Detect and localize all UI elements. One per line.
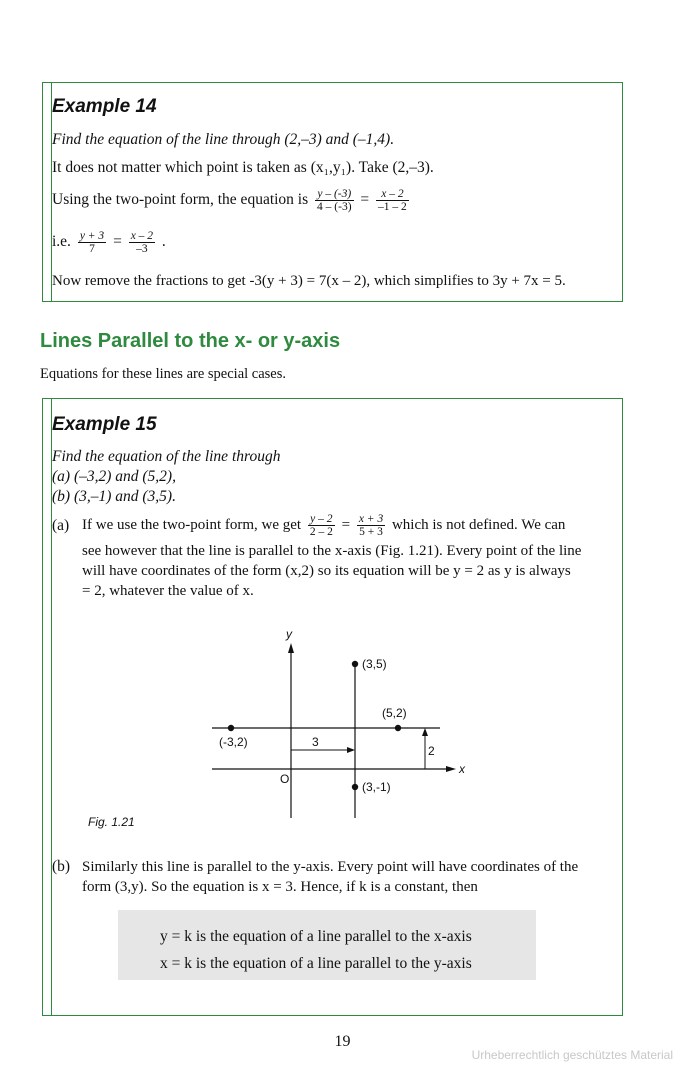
page-number: 19 [334, 1033, 351, 1050]
x-axis-arrow-icon [446, 766, 456, 772]
point-label: (3,5) [362, 657, 387, 671]
fraction: $\frac{x - 2}{-3}$ [130, 230, 154, 255]
x-axis-label: x [459, 762, 465, 776]
part-a-line3: will have coordinates of the form (x,2) so its equation will be y = 2 as y is always [82, 563, 571, 579]
watermark: Urheberrechtlich geschütztes Material [471, 1048, 673, 1062]
ie-suffix: . [161, 233, 166, 251]
section-heading: Lines Parallel to the x- or y-axis [40, 330, 341, 352]
example-14-title: Example 14 [52, 96, 157, 117]
point-3-minus1 [352, 784, 358, 790]
example-15-part-a: (a) (–3,2) and (5,2), [52, 468, 176, 485]
y-axis-arrow-icon [288, 643, 294, 653]
example-14-prompt: Find the equation of the line through (2,–3) and (–1,4). [52, 131, 395, 148]
part-a-marker: (a) [52, 517, 70, 534]
equals-sign: = [341, 516, 351, 533]
fraction: $\frac{y - 2}{2 - 2}$ [309, 513, 333, 538]
dimension-horizontal-label: 3 [312, 735, 319, 749]
point-label: (-3,2) [219, 735, 248, 749]
point-label: (5,2) [382, 706, 407, 720]
example-15-part-b: (b) (3,–1) and (3,5). [52, 488, 176, 505]
example-14-line1: It does not matter which point is taken as (x₁,y₁). Take (2,–3). [52, 159, 434, 176]
point-label: (3,-1) [362, 780, 391, 794]
section-intro: Equations for these lines are special cases. [40, 366, 287, 382]
example-15-title: Example 15 [52, 414, 157, 435]
equals-sign: = [113, 233, 122, 251]
point-3-5 [352, 661, 358, 667]
example-15-prompt: Find the equation of the line through [52, 448, 281, 465]
part-a-line2: see however that the line is parallel to the x-axis (Fig. 1.21). Every point of the line [82, 543, 582, 559]
y-axis-label: y [286, 627, 292, 641]
origin-label: O [280, 772, 290, 786]
ie-prefix: i.e. [52, 233, 71, 251]
rule-line-1: y = k is the equation of a line parallel to the x-axis [160, 928, 472, 945]
part-a-line4: = 2, whatever the value of x. [82, 583, 254, 599]
fraction: $\frac{x + 3}{5 + 3}$ [358, 513, 384, 538]
fraction: $\frac{y + 3}{7}$ [79, 230, 105, 255]
part-b-marker: (b) [52, 858, 71, 875]
rule-line-2: x = k is the equation of a line parallel to the y-axis [160, 955, 472, 972]
figure-caption: Fig. 1.21 [88, 815, 135, 829]
example-14-line4: Now remove the fractions to get -3(y + 3) = 7(x – 2), which simplifies to 3y + 7x = 5. [52, 273, 566, 289]
part-b-line1: Similarly this line is parallel to the y-axis. Every point will have coordinates of the [82, 859, 579, 875]
dimension-vertical-label: 2 [428, 744, 435, 758]
a-line1-suffix: which is not defined. We can [391, 516, 566, 533]
fraction: $\frac{y - (-3)}{4 - (-3)}$ [317, 188, 352, 213]
equals-sign: = [360, 191, 370, 209]
a-line1-prefix: If we use the two-point form, we get [82, 516, 302, 533]
point-minus3-2 [228, 725, 234, 731]
dimension-arrow-icon [347, 747, 355, 753]
dimension-arrow-icon [422, 728, 428, 736]
fraction: $\frac{x - 2}{-1 - 2}$ [378, 188, 407, 213]
line2-prefix: Using the two-point form, the equation is [52, 191, 309, 209]
part-b-line2: form (3,y). So the equation is x = 3. Hence, if k is a constant, then [82, 879, 478, 895]
point-5-2 [395, 725, 401, 731]
